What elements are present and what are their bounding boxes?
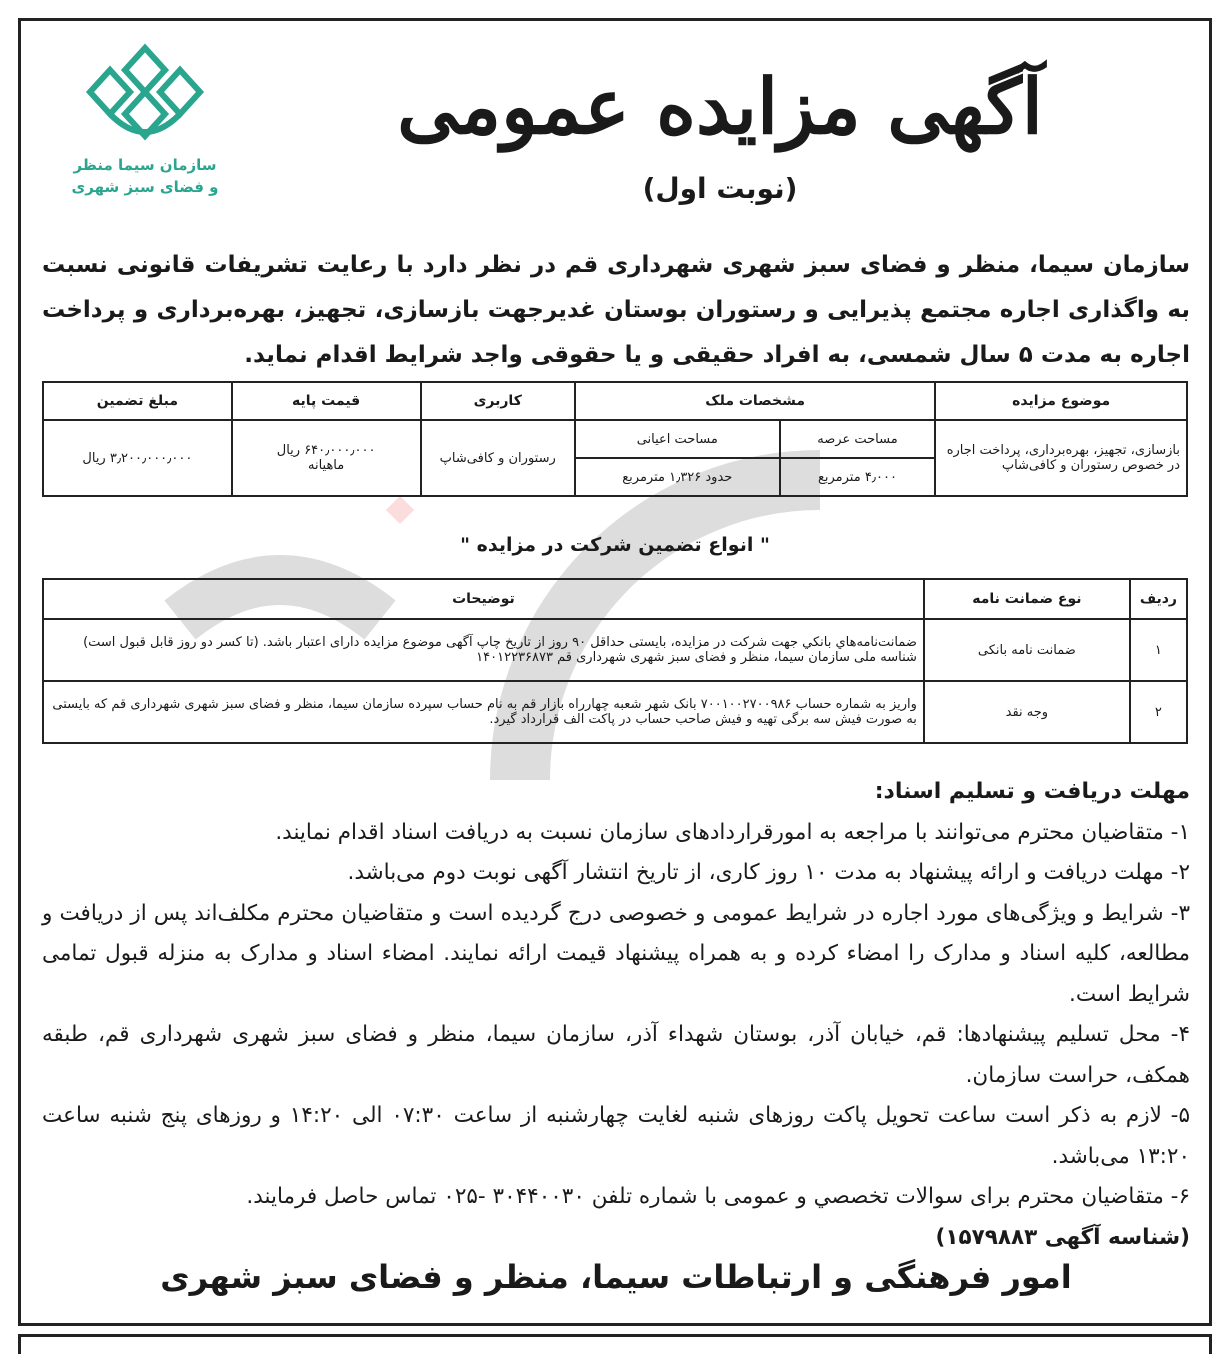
list-item: ۴- محل تسلیم پیشنهادها: قم، خیابان آذر، بوستان شهداء آذر، سازمان سیما، منظر و فضای سبز شهری شهرداری قم، طبقه همکف، حراست سازمان. xyxy=(42,1022,1190,1088)
header-base-price: قیمت پایه xyxy=(232,382,421,420)
logo-text-1: سازمان سیما منظر xyxy=(73,156,217,174)
header-usage: کاربری xyxy=(421,382,575,420)
cell-base-price xyxy=(232,420,421,496)
guarantee-description: واریز به شماره حساب ۷۰۰۱۰۰۲۷۰۰۹۸۶ بانک شهر شعبه چهارراه بازار قم به نام حساب سپرده سازمان سیما، منظر و فضای سبز شهری شهرداری قم که بایستی به صورت فیش سه برگی تهیه و فیش صاحب حساب در پاکت الف قرارداد گیرد. xyxy=(43,681,924,743)
organization-logo xyxy=(70,40,220,198)
list-item: ۵- لازم به ذکر است ساعت تحویل پاکت روزهای شنبه لغایت چهارشنبه از ساعت ۰۷:۳۰ الی ۱۴:۲۰ و روزهای پنج شنبه ساعت ۱۳:۲۰ می‌باشد. xyxy=(42,1103,1190,1169)
intro-paragraph: سازمان سیما، منظر و فضای سبز شهری شهرداری قم در نظر دارد با رعایت تشریفات قانونی نسبت به واگذاری اجاره مجتمع پذیرایی و رستوران بوستان غدیرجهت بازسازی، تجهیز، بهره‌برداری و پرداخت اجاره به مدت ۵ سال شمسی، به افراد حقیقی و یا حقوقی واجد شرایط اقدام نماید. xyxy=(42,252,1190,368)
cell-building-area: حدود ۱٫۳۲۶ مترمربع xyxy=(575,458,780,496)
subheader-land-area: مساحت عرصه xyxy=(780,420,936,458)
guarantee-type: ضمانت نامه بانکی xyxy=(924,619,1130,681)
cell-subject: بازسازی، تجهیز، بهره‌برداری، پرداخت اجاره در خصوص رستوران و کافی‌شاپ xyxy=(935,420,1187,496)
row-number: ۱ xyxy=(1130,619,1187,681)
notice-subtitle: (نوبت اول) xyxy=(642,172,798,205)
logo-text-2: و فضای سبز شهری xyxy=(71,178,219,196)
list-item: ۳- شرایط و ویژگی‌های مورد اجاره در شرایط عمومی و خصوصی درج گردیده است و متقاضیان محترم مکلف‌اند پس از دریافت و مطالعه، کلیه اسناد و مدارک را امضاء کرده و به همراه پیشنهاد قیمت ارائه نمایند. امضاء اسناد و مدارک به منزله قبول تمامی شرایط است. xyxy=(42,900,1190,1007)
cell-guarantee: ۳٫۲۰۰٫۰۰۰٫۰۰۰ ریال xyxy=(43,420,232,496)
closing-signature: امور فرهنگی و ارتباطات سیما، منظر و فضای سبز شهری xyxy=(160,1258,1072,1296)
base-price-value: ۶۴۰٫۰۰۰٫۰۰۰ ریال xyxy=(276,443,376,458)
table-row xyxy=(43,681,1187,743)
guarantee-type: وجه نقد xyxy=(924,681,1130,743)
subheader-building-area: مساحت اعیانی xyxy=(575,420,780,458)
cell-usage: رستوران و کافی‌شاپ xyxy=(421,420,575,496)
auction-table xyxy=(42,381,1188,497)
header-row-num: ردیف xyxy=(1130,579,1187,619)
base-price-note: ماهیانه xyxy=(307,458,345,473)
next-notice-border xyxy=(18,1334,1212,1354)
guarantee-table xyxy=(42,578,1188,744)
header-subject: موضوع مزایده xyxy=(935,382,1187,420)
ad-id: (شناسه آگهی ۱۵۷۹۸۸۳) xyxy=(935,1224,1190,1250)
documents-section xyxy=(42,772,1190,1258)
header-description: توضیحات xyxy=(43,579,924,619)
guarantee-types-heading: " انواع تضمین شرکت در مزایده " xyxy=(460,534,770,556)
list-item: ۲- مهلت دریافت و ارائه پیشنهاد به مدت ۱۰ روز کاری، از تاریخ انتشار آگهی نوبت دوم می‌باشد. xyxy=(347,860,1190,885)
lotus-logo-icon xyxy=(80,40,210,150)
header-property: مشخصات ملک xyxy=(575,382,935,420)
table-row xyxy=(43,619,1187,681)
row-number: ۲ xyxy=(1130,681,1187,743)
guarantee-description: ضمانت‌نامه‌هاي بانكي جهت شركت در مزایده، بایستی حداقل ۹۰ روز از تاریخ چاپ آگهی موضوع مزایده دارای اعتبار باشد. (تا كسر دو روز قابل قبول است) شناسه ملی سازمان سیما، منظر و فضای سبز شهری شهرداری قم ۱۴۰۱۲۲۳۶۸۷۳ xyxy=(43,619,924,681)
list-item: ۱- متقاضیان محترم می‌توانند با مراجعه به امورقراردادهای سازمان نسبت به دریافت اسناد اقدام نمایند. xyxy=(275,819,1190,845)
notice-title: آگهی مزایده عمومی xyxy=(397,62,1043,151)
cell-land-area: ۴٫۰۰۰ مترمربع xyxy=(780,458,936,496)
list-item: ۶- متقاضیان محترم برای سوالات تخصصي و عمومی با شماره تلفن ۳۰۴۴۰۰۳۰ -۰۲۵ تماس حاصل فرمایند. xyxy=(246,1184,1190,1209)
header-guarantee-type: نوع ضمانت نامه xyxy=(924,579,1130,619)
section-heading: مهلت دریافت و تسلیم اسناد: xyxy=(874,779,1190,804)
header-guarantee: مبلغ تضمین xyxy=(43,382,232,420)
